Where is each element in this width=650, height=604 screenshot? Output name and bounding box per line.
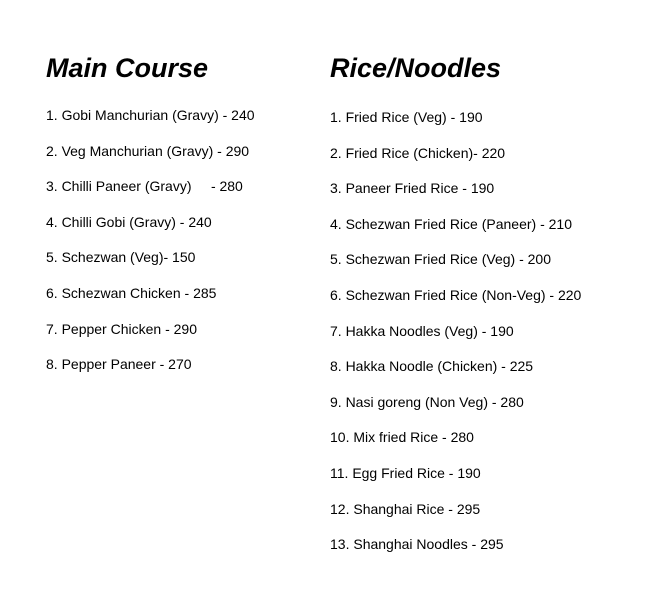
menu-item: 11. Egg Fried Rice - 190 <box>330 464 481 481</box>
main-course-list <box>46 104 255 389</box>
menu-item: 4. Schezwan Fried Rice (Paneer) - 210 <box>330 215 572 232</box>
menu-item: 8. Hakka Noodle (Chicken) - 225 <box>330 358 534 375</box>
menu-item: 13. Shanghai Noodles - 295 <box>330 536 504 553</box>
menu-item: 1. Fried Rice (Veg) - 190 <box>330 109 483 125</box>
menu-item: 6. Schezwan Chicken - 285 <box>46 284 217 301</box>
menu-item: 2. Fried Rice (Chicken)- 220 <box>330 144 506 161</box>
menu-item: 3. Paneer Fried Rice - 190 <box>330 180 495 197</box>
menu-item: 7. Hakka Noodles (Veg) - 190 <box>330 322 514 339</box>
rice-noodles-list <box>330 106 581 569</box>
menu-item: 6. Schezwan Fried Rice (Non-Veg) - 220 <box>330 286 582 303</box>
rice-noodles-heading: Rice/Noodles <box>330 53 502 83</box>
main-course-heading: Main Course <box>46 53 209 83</box>
menu-item: 5. Schezwan (Veg)- 150 <box>46 249 196 266</box>
menu-item: 2. Veg Manchurian (Gravy) - 290 <box>46 142 250 159</box>
menu-item: 7. Pepper Chicken - 290 <box>46 320 197 337</box>
menu-item: 5. Schezwan Fried Rice (Veg) - 200 <box>330 251 551 268</box>
menu-item: 12. Shanghai Rice - 295 <box>330 500 481 517</box>
menu-item: 8. Pepper Paneer - 270 <box>46 356 192 373</box>
menu-item: 10. Mix fried Rice - 280 <box>330 429 474 446</box>
menu-item: 1. Gobi Manchurian (Gravy) - 240 <box>46 107 255 123</box>
menu-item: 3. Chilli Paneer (Gravy) - 280 <box>46 178 243 195</box>
menu-item: 4. Chilli Gobi (Gravy) - 240 <box>46 213 212 230</box>
menu-item: 9. Nasi goreng (Non Veg) - 280 <box>330 393 524 410</box>
